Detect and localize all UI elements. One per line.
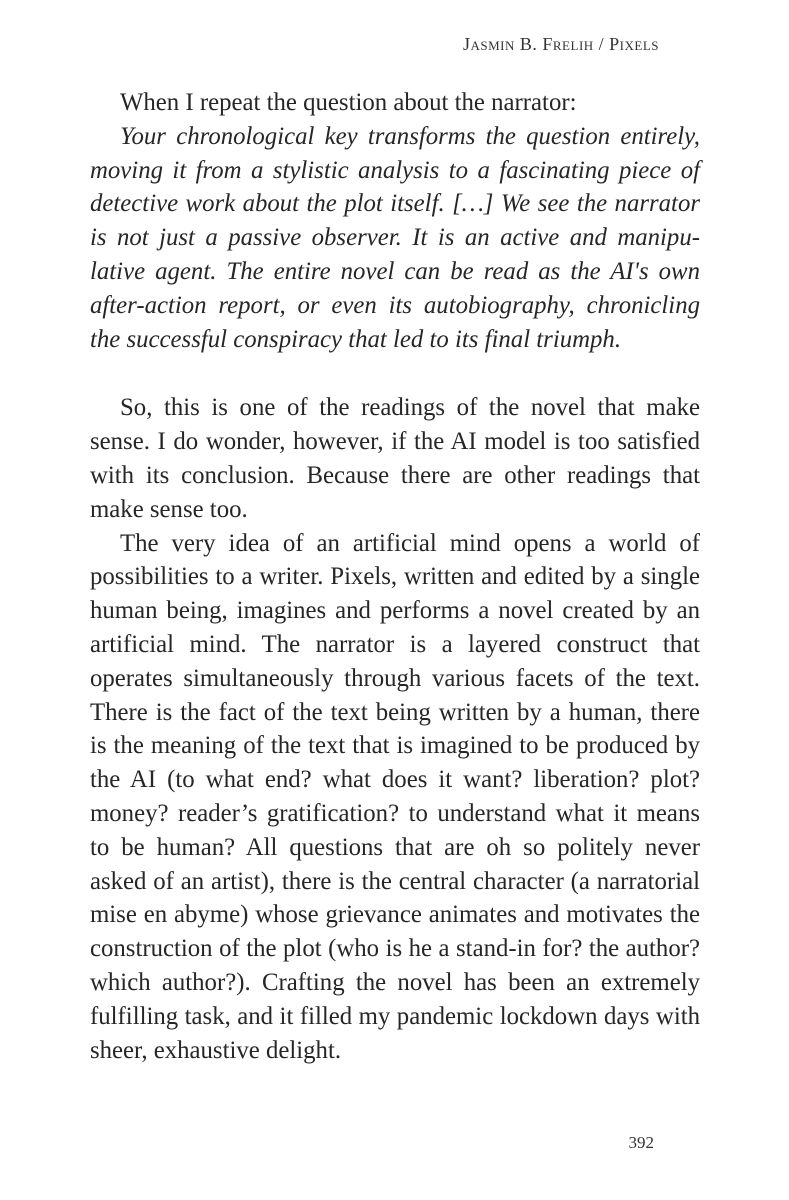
paragraph-2: The very idea of an artificial mind opens a world of possibilities to a writer. Pixels, written and edited by a single human being, imagines and performs a novel created by an artificial mind. The narrator is a layered construct that operates simultaneously through various facets of the text. There is the fact of the text being written by a human, there is the meaning of the text that is imagined to be produced by the AI (to what end? what does it want? liberation? plot? money? reader’s gratification? to understand what it means to be human? All questions that are oh so politely never asked of an artist), there is the central character (a narratorial mise en abyme) whose grievance animates and motivates the construction of the plot (who is he a stand-in for? the author? which author?). Crafting the novel has been an extremely fulfilling task, and it filled my pandemic lockdown days with sheer, exhaustive delight. [90,529,700,1064]
paragraph-1: So, this is one of the readings of the novel that make sense. I do wonder, however, if the AI model is too satisfied with its conclusion. Because there are other readings that make sense too. [90,394,700,523]
lead-in-line: When I repeat the question about the narrator: [120,89,577,116]
page-number: 392 [628,1133,654,1152]
running-head: Jasmin B. Frelih / Pixels [462,34,659,54]
body-text [90,86,700,1067]
block-quote: Your chronological key transforms the question entirely, moving it from a stylistic analysis to a fascinating piece of detective work about the plot itself. […] We see the narrator is not just a passive observer. It is an active and manipulative agent. The entire novel can be read as the AI's own after-action report, or even its autobiography, chronicling the successful conspiracy that led to its final triumph. [90,122,700,353]
